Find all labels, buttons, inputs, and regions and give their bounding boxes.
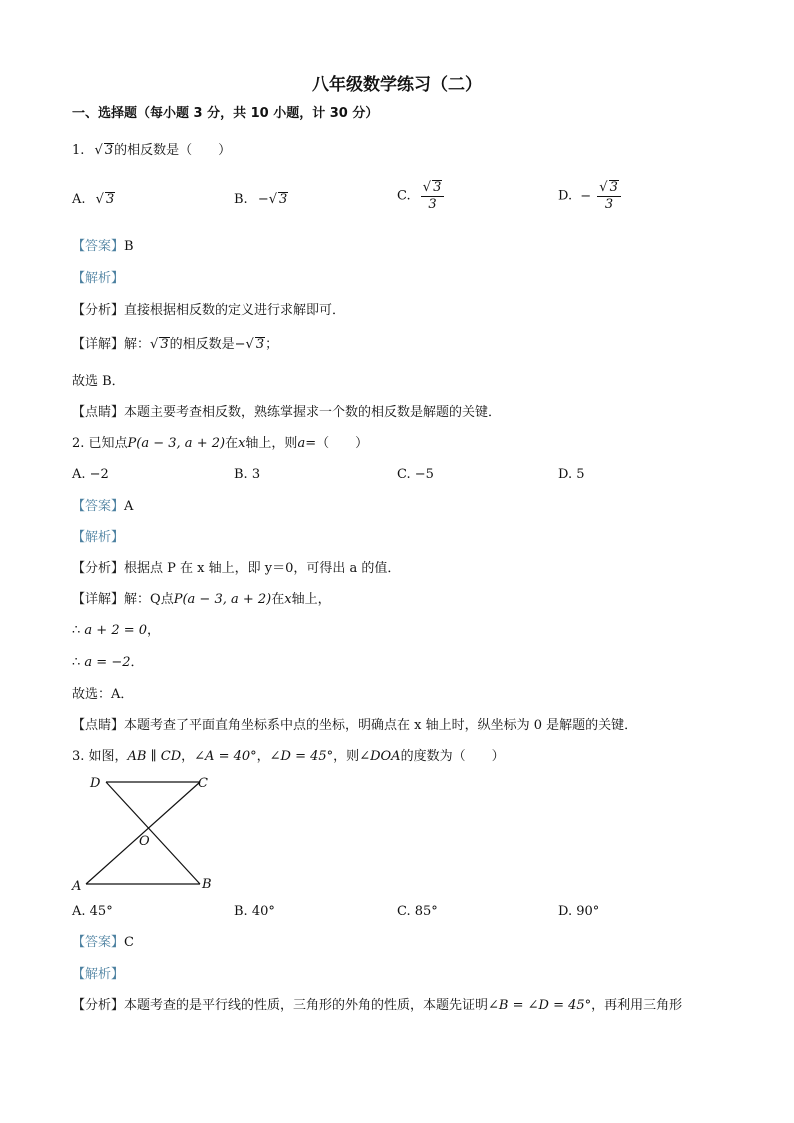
q2-option-b[interactable]: B. 3 <box>234 467 261 482</box>
label-c: C <box>198 776 208 791</box>
q2-fenxi: 【分析】根据点 P 在 x 轴上，即 y＝0，可得出 a 的值． <box>72 561 401 576</box>
q1-stem <box>72 142 231 160</box>
q2-xiangjie: 【详解】解：Q点P(a − 3, a + 2)在x轴上， <box>72 592 331 607</box>
q3-analysis-tag: 【解析】 <box>72 967 125 982</box>
q2-dianjing: 【点睛】本题考查了平面直角坐标系中点的坐标，明确点在 x 轴上时，纵坐标为 0 是解题的关键． <box>72 718 638 733</box>
q1-option-a[interactable]: A. √ 3 <box>72 192 115 207</box>
q2-option-d[interactable]: D. 5 <box>558 467 585 482</box>
q1-fenxi: 【分析】直接根据相反数的定义进行求解即可． <box>72 303 346 318</box>
q2-step2: ∴ a = −2． <box>72 655 144 670</box>
q3-option-a[interactable]: A. 45° <box>72 904 113 919</box>
q2-option-a[interactable]: A. −2 <box>72 467 109 482</box>
q2-conclusion: 故选：A． <box>72 687 134 702</box>
q3-answer: 【答案】C <box>72 935 134 950</box>
q3-stem: 3. 如图，AB ∥ CD，∠A = 40°，∠D = 45°，则∠DOA的度数为（ ） <box>72 749 505 764</box>
q1-conclusion: 故选 B． <box>72 374 125 389</box>
q3-option-d[interactable]: D. 90° <box>558 904 600 919</box>
page-title: 八年级数学练习（二） <box>312 75 482 95</box>
q1-sqrt: √ 3 <box>94 143 114 158</box>
q3-option-c[interactable]: C. 85° <box>397 904 438 919</box>
section-header: 一、选择题（每小题 3 分，共 10 小题，计 30 分） <box>72 106 379 121</box>
q1-option-b[interactable]: B. −√ 3 <box>234 192 288 207</box>
q1-option-d[interactable]: D. − $\frac{√ 3}{3}$ <box>558 180 623 213</box>
segment-ca <box>86 782 200 884</box>
q3-figure <box>66 768 226 898</box>
segment-db <box>106 782 200 884</box>
q1-answer <box>72 238 134 256</box>
q1-analysis-tag: 【解析】 <box>72 271 125 286</box>
label-d: D <box>90 776 101 791</box>
q1-stem-text: 的相反数是（ ） <box>114 143 232 158</box>
label-o: O <box>139 834 150 849</box>
label-a: A <box>72 879 82 894</box>
q1-dianjing: 【点睛】本题主要考查相反数，熟练掌握求一个数的相反数是解题的关键． <box>72 405 502 420</box>
answer-tag: 【答案】 <box>72 239 125 254</box>
q1-option-c[interactable]: C. $\frac{√ 3}{3}$ <box>397 180 446 213</box>
q2-option-c[interactable]: C. −5 <box>397 467 434 482</box>
q2-stem: 2. 已知点P(a − 3, a + 2)在x轴上，则a=（ ） <box>72 436 369 451</box>
q2-analysis-tag: 【解析】 <box>72 530 125 545</box>
q1-number: 1. <box>72 143 85 158</box>
label-b: B <box>202 877 212 892</box>
q3-option-b[interactable]: B. 40° <box>234 904 275 919</box>
q2-answer: 【答案】A <box>72 499 134 514</box>
q2-step1: ∴ a + 2 = 0， <box>72 623 161 638</box>
q3-fenxi: 【分析】本题考查的是平行线的性质，三角形的外角的性质，本题先证明∠B = ∠D = 45°，再利用三角形 <box>72 998 683 1013</box>
answer-value: B <box>124 239 134 254</box>
q1-xiangjie: 【详解】解：√ 3的相反数是−√ 3； <box>72 337 279 352</box>
